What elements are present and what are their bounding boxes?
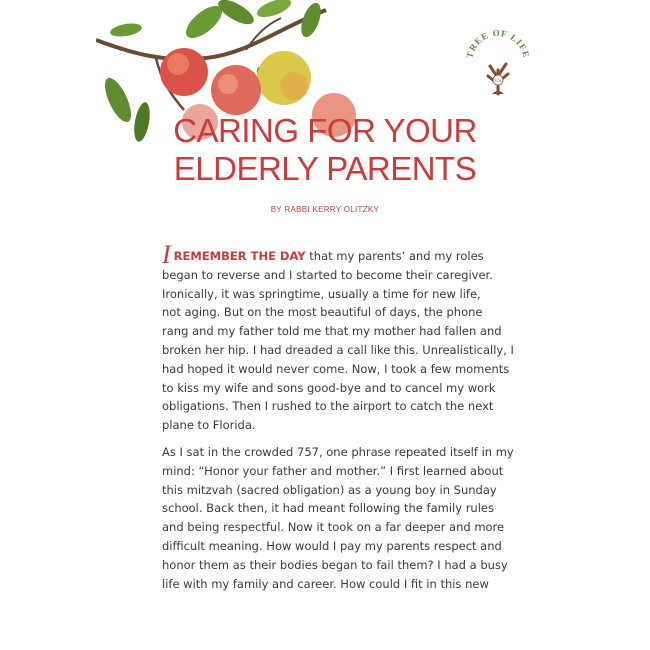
drop-cap: I xyxy=(162,240,171,269)
article-title-line-2: ELDERLY PARENTS xyxy=(173,150,477,187)
svg-text:TREE OF LIFE xyxy=(464,28,531,59)
tree-of-life-logo xyxy=(458,22,538,102)
paragraph-line: obligations. Then I rushed to the airport to catch the next xyxy=(162,399,494,414)
article-title-line-1: CARING FOR YOUR xyxy=(173,112,477,149)
article-byline: BY RABBI KERRY OLITZKY xyxy=(270,205,380,214)
paragraph-line: not aging. But on the most beautiful of days, the phone xyxy=(162,305,483,320)
paragraph-line: school. Back then, it had meant following the family rules xyxy=(162,501,494,516)
paragraph-line: life with my family and career. How could I fit in this new xyxy=(162,576,489,591)
paragraph-line: rang and my father told me that my mother had fallen and xyxy=(162,324,502,339)
paragraph-line: began to reverse and I started to become their caregiver. xyxy=(162,267,493,282)
paragraph-line: had hoped it would never come. Now, I took a few moments xyxy=(162,361,510,376)
tree-icon xyxy=(458,22,538,102)
paragraph-line: mind: “Honor your father and mother.” I first learned about xyxy=(162,463,504,478)
paragraph-line: to kiss my wife and sons good-bye and to cancel my work xyxy=(162,380,496,395)
logo-badge: TOL xyxy=(494,78,502,83)
paragraph-1 xyxy=(162,240,514,435)
paragraph-line: honor them as their bodies began to fail them? I had a busy xyxy=(162,557,508,572)
paragraph-line: Ironically, it was springtime, usually a time for new life, xyxy=(162,286,481,301)
paragraph-line: IREMEMBER THE DAY that my parents’ and my roles xyxy=(162,240,484,269)
paragraph-line: As I sat in the crowded 757, one phrase repeated itself in my xyxy=(162,444,514,459)
paragraph-line: broken her hip. I had dreaded a call like this. Unrealistically, I xyxy=(162,342,514,357)
paragraph-line: and being respectful. Now it took on a far deeper and more xyxy=(162,520,505,535)
logo-text: TREE OF LIFE xyxy=(464,27,532,60)
paragraph-line: difficult meaning. How would I pay my parents respect and xyxy=(162,538,502,553)
lead-in-text: REMEMBER THE DAY xyxy=(173,249,306,263)
article-body xyxy=(162,240,514,601)
paragraph-2 xyxy=(162,443,514,593)
paragraph-line: plane to Florida. xyxy=(162,418,256,433)
paragraph-line: this mitzvah (sacred obligation) as a young boy in Sunday xyxy=(162,482,497,497)
